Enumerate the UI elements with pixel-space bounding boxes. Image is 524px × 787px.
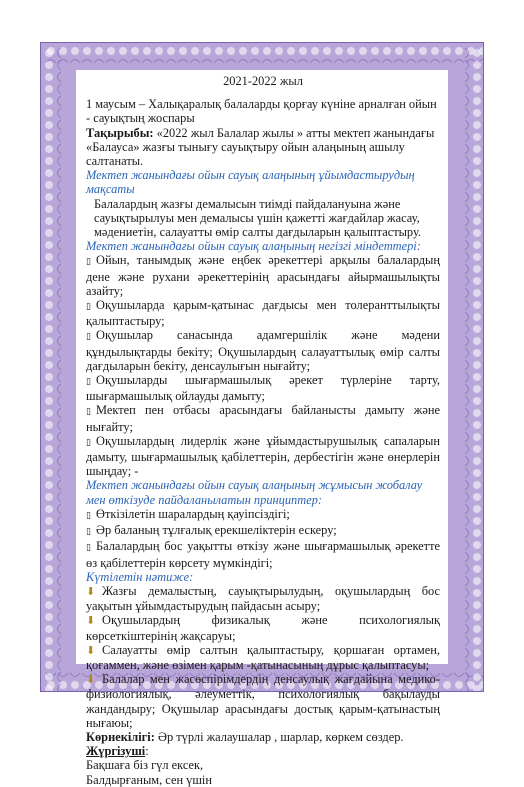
document-body [86,74,440,787]
topic-line [86,126,440,169]
list-item-text: Жазғы демалыстың, сауықтырылудың, оқушылардың бос уақытын ұйымдастырудың пайдасын асыру; [86,583,440,614]
list-item-text: Өткізілетін шаралардың қауіпсіздігі; [96,506,290,521]
list-item [86,643,440,672]
box-glyph-icon: ▯ [86,543,91,554]
tasks-list [86,253,440,478]
box-glyph-icon: ▯ [86,437,91,448]
list-item [86,373,440,403]
principles-heading: Мектеп жанындағы ойын сауық алаңының жұмысын жобалау мен өткізуде пайдаланылатын принциптер: [86,478,423,507]
list-item-text: Оқушыларды шығармашылық әрекет түрлеріне тарту, шығармашылық ойлауды дамыту; [86,373,440,404]
list-item [86,507,440,523]
box-glyph-icon: ▯ [86,527,91,538]
list-item [86,298,440,328]
year-line: 2021-2022 жыл [223,74,303,88]
host-line [86,744,440,758]
list-item-text: Әр баланың тұлғалық ерекшеліктерін ескеру; [96,523,337,538]
equipment-label: Көрнекілігі: [86,729,155,744]
results-list [86,584,440,730]
list-item-text: Мектеп пен отбасы арасындағы байланысты дамыту және нығайту; [86,403,440,434]
down-arrow-icon: ⬇ [86,585,96,598]
list-item-text: Балалардың бос уақытты өткізу және шығармашылық әрекетте өз қабілеттерін көрсету мүмкіндігі; [86,539,440,570]
list-item-text: Салауатты өмір салтын қалыптастыру, қоршаған ортамен, қоғаммен, және өзімен қарым -қатынасының дұрыс қалыптасуы; [86,642,440,672]
list-item [86,672,440,730]
equipment-text: Әр түрлі жалаушалар , шарлар, көркем сөздер. [158,729,404,744]
list-item-text: Оқушыларда қарым-қатынас дағдысы мен толеранттылықты қалыптастыру; [86,298,440,329]
tasks-heading: Мектеп жанындағы ойын сауық алаңының негізгі міндеттері: [86,239,421,254]
equipment-line [86,730,440,744]
box-glyph-icon: ▯ [86,377,91,388]
list-item-text: Оқушылардың физикалық және психологиялық көрсеткіштерінің жақсаруы; [86,613,440,643]
list-item [86,613,440,642]
box-glyph-icon: ▯ [86,332,91,343]
down-arrow-icon: ⬇ [86,674,96,687]
list-item-text: Оқушылар санасында адамгершілік және мәдени құндылықтарды бекіту; Оқушылардың салауаттылық өмір салты дағдыларын бекіту, денсаулығын нығайту; [86,328,440,373]
list-item [86,584,440,613]
host-colon: : [145,744,149,759]
list-item [86,403,440,433]
box-glyph-icon: ▯ [86,302,91,313]
list-item [86,434,440,479]
goal-text: Балалардың жазғы демалысын тиімді пайдалануына және сауықтырылуы мен демалысы үшін қажетті жағдайлар жасау, мәдениетін, салауатты өмір салты дағдыларын қалыптастыру. [94,196,422,240]
down-arrow-icon: ⬇ [86,615,96,628]
box-glyph-icon: ▯ [86,257,91,268]
goal-heading: Мектеп жанындағы ойын сауық алаңының ұйымдастырудың мақсаты [86,168,415,197]
title-line: 1 маусым – Халықаралық балаларды қорғау күніне арналған ойын - сауықтың жоспары [86,97,437,126]
box-glyph-icon: ▯ [86,510,91,521]
list-item-text: Ойын, танымдық және еңбек әрекеттері арқылы балалардың дене және рухани әрекеттерінің арасындағы айырмашылықты азайту; [86,253,440,298]
box-glyph-icon: ▯ [86,407,91,418]
topic-text: «2022 жыл Балалар жылы » атты мектеп жанындағы «Балауса» жазғы тынығу сауықтыру ойын алаңының ашылу салтанаты. [86,125,435,169]
list-item [86,328,440,373]
list-item [86,253,440,298]
song-line: Балдырғаным, сен үшін [86,772,212,787]
list-item-text: Оқушылардың лидерлік және ұйымдастырушылық сапаларын дамыту, шығармашылық қабілеттерін, дербестігін және өнерлерін шыңдау; - [86,433,440,479]
principles-list [86,507,440,570]
host-label: Жүргізуші [86,744,146,759]
list-item [86,523,440,539]
topic-label: Тақырыбы: [86,125,154,140]
song-line: Бақшаға біз гүл ексек, [86,758,204,773]
list-item-text: Балалар мен жасөспірімдердің денсаулық жағдайына медико-физиологиялық, әлеуметтік, психологиялық бақылауды жандандыру; Оқушылар арасындағы достық қарым-қатынастың нығаюы; [86,672,440,730]
down-arrow-icon: ⬇ [86,644,96,657]
results-heading: Күтілетін нәтиже: [86,569,194,584]
list-item [86,539,440,569]
